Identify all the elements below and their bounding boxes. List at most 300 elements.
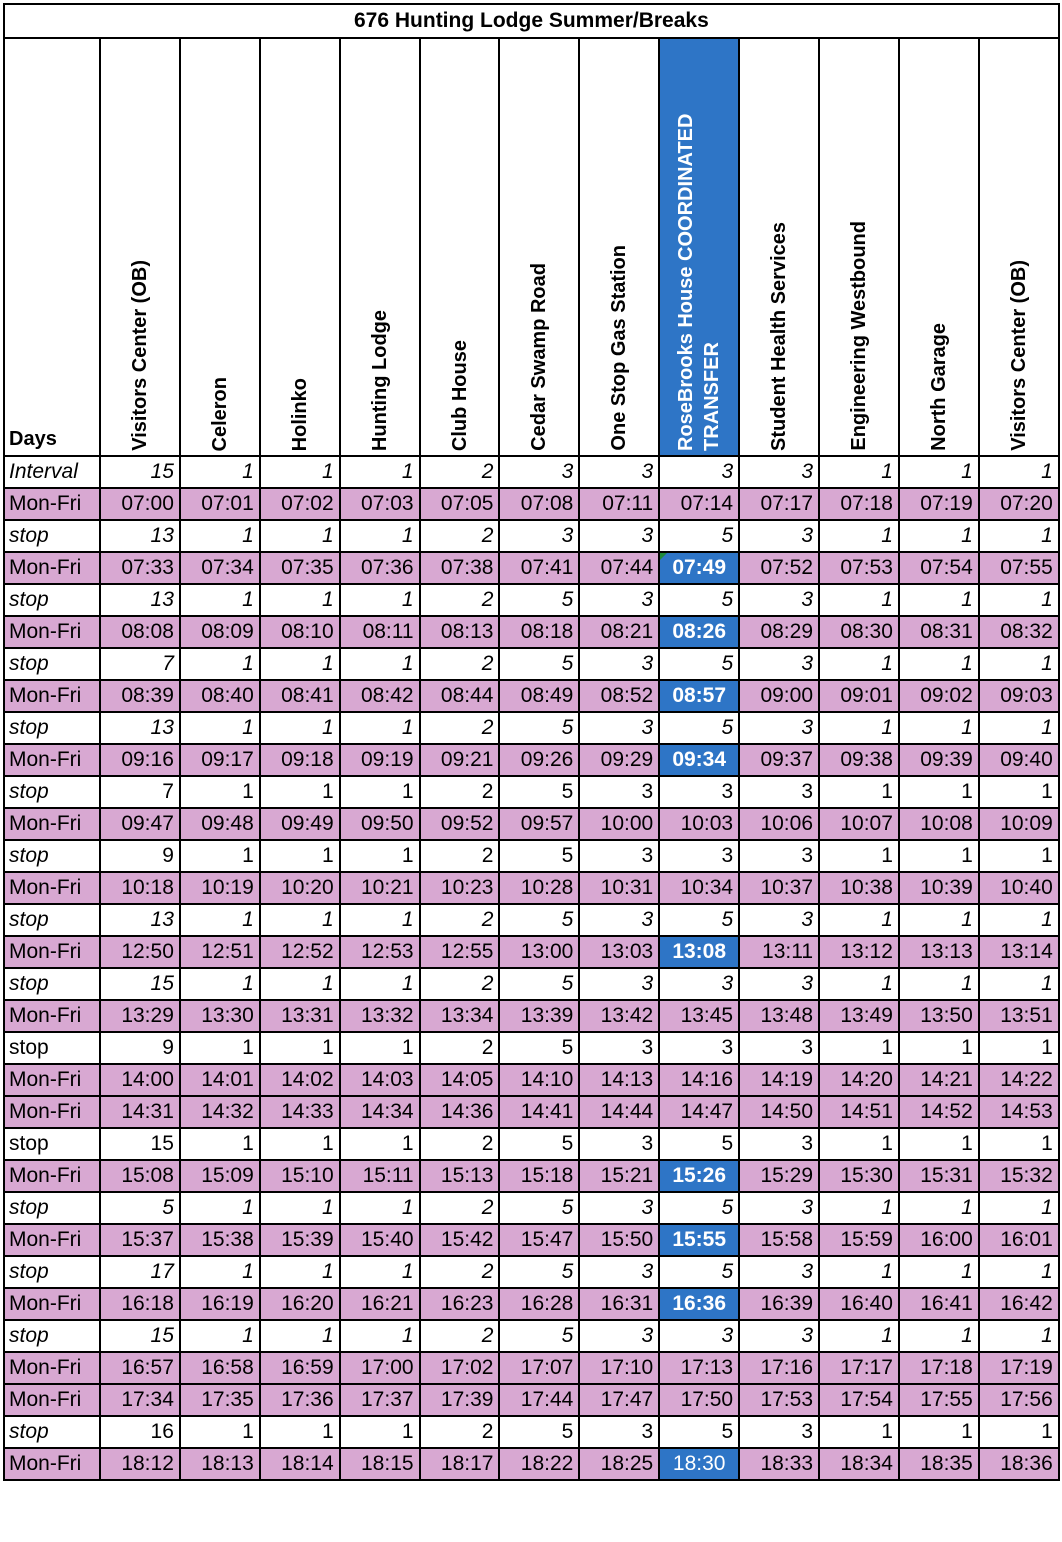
interval-cell: 3 [579,776,659,808]
row-label: Mon-Fri [4,1224,100,1256]
time-cell: 12:53 [340,936,420,968]
time-cell: 09:57 [499,808,579,840]
row-label: Mon-Fri [4,744,100,776]
schedule-table [3,3,1060,1481]
time-cell: 15:58 [739,1224,819,1256]
schedule-body [4,456,1059,1480]
time-cell: 17:54 [819,1384,899,1416]
interval-cell: 1 [180,1320,260,1352]
interval-row [4,1192,1059,1224]
time-cell: 15:30 [819,1160,899,1192]
interval-cell: 5 [499,904,579,936]
interval-cell: 5 [659,648,739,680]
interval-cell: 3 [579,840,659,872]
time-cell: 15:08 [100,1160,180,1192]
time-cell: 07:53 [819,552,899,584]
time-cell: 17:10 [579,1352,659,1384]
time-cell: 18:34 [819,1448,899,1480]
interval-cell: 3 [579,1256,659,1288]
time-cell: 09:02 [899,680,979,712]
interval-cell: 3 [739,1256,819,1288]
stop-header [340,38,420,456]
interval-cell: 1 [979,1416,1059,1448]
time-cell: 08:10 [260,616,340,648]
stop-header [420,38,500,456]
time-cell: 15:13 [420,1160,500,1192]
interval-cell: 1 [260,1256,340,1288]
time-cell: 16:01 [979,1224,1059,1256]
time-cell: 10:40 [979,872,1059,904]
interval-cell: 1 [180,1416,260,1448]
stop-name: Hunting Lodge [368,309,391,451]
days-header: Days [4,38,100,456]
time-cell: 16:28 [499,1288,579,1320]
interval-cell: 1 [260,712,340,744]
time-cell: 09:38 [819,744,899,776]
row-label: stop [4,584,100,616]
row-label: Mon-Fri [4,1384,100,1416]
interval-cell: 1 [340,776,420,808]
time-cell: 07:41 [499,552,579,584]
trip-row [4,1064,1059,1096]
trip-row [4,1096,1059,1128]
interval-row [4,584,1059,616]
interval-cell: 3 [739,1320,819,1352]
interval-cell: 1 [979,456,1059,488]
interval-row [4,648,1059,680]
interval-cell: 1 [340,456,420,488]
interval-cell: 15 [100,1128,180,1160]
interval-cell: 1 [819,840,899,872]
time-cell: 10:37 [739,872,819,904]
time-cell: 16:23 [420,1288,500,1320]
stop-header [579,38,659,456]
interval-row [4,1416,1059,1448]
interval-cell: 3 [499,520,579,552]
interval-cell: 1 [899,456,979,488]
time-cell: 08:52 [579,680,659,712]
interval-cell: 1 [819,520,899,552]
time-cell: 09:17 [180,744,260,776]
interval-cell: 3 [739,520,819,552]
interval-cell: 1 [340,1416,420,1448]
time-cell: 17:02 [420,1352,500,1384]
time-cell: 08:13 [420,616,500,648]
interval-cell: 1 [819,1032,899,1064]
time-cell: 07:35 [260,552,340,584]
time-cell: 14:34 [340,1096,420,1128]
time-cell: 18:36 [979,1448,1059,1480]
row-label: stop [4,712,100,744]
time-cell: 13:34 [420,1000,500,1032]
stop-header [899,38,979,456]
interval-cell: 5 [499,1320,579,1352]
interval-cell: 2 [420,1192,500,1224]
stop-name: Student Health Services [768,222,791,451]
time-cell: 09:40 [979,744,1059,776]
time-cell: 17:19 [979,1352,1059,1384]
row-label: stop [4,1192,100,1224]
interval-cell: 13 [100,712,180,744]
interval-cell: 3 [659,1032,739,1064]
interval-cell: 5 [499,776,579,808]
interval-cell: 2 [420,712,500,744]
row-label: stop [4,1320,100,1352]
interval-cell: 1 [899,1320,979,1352]
time-cell: 09:52 [420,808,500,840]
time-cell: 18:33 [739,1448,819,1480]
interval-cell: 2 [420,968,500,1000]
row-label: Mon-Fri [4,1352,100,1384]
interval-cell: 1 [260,1192,340,1224]
interval-cell: 1 [260,648,340,680]
time-cell: 14:31 [100,1096,180,1128]
trip-row [4,936,1059,968]
trip-row [4,1352,1059,1384]
interval-cell: 2 [420,840,500,872]
time-cell: 13:29 [100,1000,180,1032]
interval-cell: 5 [659,712,739,744]
interval-cell: 1 [899,968,979,1000]
time-cell: 10:09 [979,808,1059,840]
stop-header [819,38,899,456]
time-cell: 14:13 [579,1064,659,1096]
time-cell: 15:31 [899,1160,979,1192]
time-cell: 15:09 [180,1160,260,1192]
time-cell: 17:18 [899,1352,979,1384]
time-cell: 07:14 [659,488,739,520]
interval-cell: 15 [100,456,180,488]
stops-header-row [4,38,1059,456]
stop-header [979,38,1059,456]
time-cell: 16:42 [979,1288,1059,1320]
interval-cell: 1 [340,712,420,744]
time-cell: 12:52 [260,936,340,968]
interval-cell: 1 [180,520,260,552]
time-cell: 08:39 [100,680,180,712]
time-cell: 08:44 [420,680,500,712]
interval-cell: 1 [899,904,979,936]
interval-cell: 1 [180,456,260,488]
interval-cell: 3 [739,840,819,872]
interval-cell: 1 [180,840,260,872]
time-cell: 12:51 [180,936,260,968]
interval-cell: 3 [739,712,819,744]
time-cell: 10:07 [819,808,899,840]
interval-row [4,520,1059,552]
time-cell: 08:29 [739,616,819,648]
interval-cell: 1 [819,776,899,808]
time-cell: 18:12 [100,1448,180,1480]
stop-header [659,38,739,456]
time-cell: 09:34 [659,744,739,776]
time-cell: 09:50 [340,808,420,840]
interval-cell: 3 [739,968,819,1000]
row-label: Mon-Fri [4,1000,100,1032]
interval-cell: 2 [420,1256,500,1288]
interval-cell: 1 [819,1416,899,1448]
time-cell: 09:00 [739,680,819,712]
interval-cell: 1 [340,968,420,1000]
row-label: Mon-Fri [4,616,100,648]
time-cell: 10:20 [260,872,340,904]
row-label: Mon-Fri [4,552,100,584]
interval-cell: 5 [659,584,739,616]
trip-row [4,1384,1059,1416]
stop-name: Visitors Center (OB) [128,260,151,451]
row-label: Mon-Fri [4,1160,100,1192]
time-cell: 14:51 [819,1096,899,1128]
interval-cell: 3 [579,1416,659,1448]
stop-name: Club House [448,339,471,451]
time-cell: 08:18 [499,616,579,648]
interval-cell: 3 [579,1032,659,1064]
row-label: Mon-Fri [4,1096,100,1128]
time-cell: 17:00 [340,1352,420,1384]
interval-cell: 2 [420,1128,500,1160]
interval-cell: 5 [659,904,739,936]
interval-cell: 1 [819,1128,899,1160]
time-cell: 07:20 [979,488,1059,520]
trip-row [4,1288,1059,1320]
interval-cell: 5 [659,1416,739,1448]
time-cell: 14:44 [579,1096,659,1128]
time-cell: 09:01 [819,680,899,712]
trip-row [4,552,1059,584]
trip-row [4,872,1059,904]
interval-cell: 1 [260,584,340,616]
time-cell: 17:36 [260,1384,340,1416]
time-cell: 07:52 [739,552,819,584]
interval-cell: 3 [739,1416,819,1448]
interval-cell: 1 [260,968,340,1000]
interval-row [4,1320,1059,1352]
time-cell: 16:58 [180,1352,260,1384]
time-cell: 07:01 [180,488,260,520]
time-cell: 17:47 [579,1384,659,1416]
interval-cell: 1 [180,584,260,616]
time-cell: 10:21 [340,872,420,904]
interval-cell: 1 [260,1032,340,1064]
time-cell: 18:14 [260,1448,340,1480]
time-cell: 10:06 [739,808,819,840]
interval-cell: 1 [899,1192,979,1224]
interval-cell: 1 [340,840,420,872]
interval-cell: 1 [979,712,1059,744]
time-cell: 10:28 [499,872,579,904]
time-cell: 14:32 [180,1096,260,1128]
time-cell: 09:47 [100,808,180,840]
time-cell: 13:48 [739,1000,819,1032]
time-cell: 08:40 [180,680,260,712]
time-cell: 13:00 [499,936,579,968]
time-cell: 14:41 [499,1096,579,1128]
time-cell: 12:50 [100,936,180,968]
time-cell: 15:11 [340,1160,420,1192]
time-cell: 07:36 [340,552,420,584]
interval-cell: 1 [819,712,899,744]
interval-cell: 1 [979,1256,1059,1288]
interval-cell: 1 [260,776,340,808]
interval-cell: 1 [979,584,1059,616]
interval-cell: 3 [739,1192,819,1224]
interval-cell: 3 [579,712,659,744]
interval-cell: 3 [579,520,659,552]
interval-cell: 1 [819,1256,899,1288]
time-cell: 16:41 [899,1288,979,1320]
interval-row [4,1256,1059,1288]
interval-cell: 5 [499,1416,579,1448]
interval-cell: 1 [340,648,420,680]
time-cell: 09:39 [899,744,979,776]
time-cell: 13:03 [579,936,659,968]
time-cell: 14:33 [260,1096,340,1128]
time-cell: 16:39 [739,1288,819,1320]
interval-cell: 1 [979,648,1059,680]
interval-row [4,776,1059,808]
interval-cell: 1 [180,1032,260,1064]
interval-cell: 1 [899,520,979,552]
interval-cell: 1 [180,1192,260,1224]
interval-cell: 1 [979,520,1059,552]
time-cell: 17:34 [100,1384,180,1416]
time-cell: 08:30 [819,616,899,648]
trip-row [4,488,1059,520]
time-cell: 07:54 [899,552,979,584]
time-cell: 13:08 [659,936,739,968]
time-cell: 18:22 [499,1448,579,1480]
interval-cell: 1 [260,840,340,872]
row-label: Mon-Fri [4,488,100,520]
interval-cell: 1 [340,904,420,936]
interval-cell: 1 [340,584,420,616]
time-cell: 08:42 [340,680,420,712]
interval-row [4,456,1059,488]
time-cell: 08:57 [659,680,739,712]
interval-cell: 1 [340,1320,420,1352]
interval-cell: 2 [420,584,500,616]
time-cell: 18:15 [340,1448,420,1480]
interval-cell: 3 [739,648,819,680]
time-cell: 13:11 [739,936,819,968]
row-label: stop [4,1128,100,1160]
time-cell: 07:11 [579,488,659,520]
interval-cell: 3 [579,456,659,488]
time-cell: 15:18 [499,1160,579,1192]
time-cell: 09:03 [979,680,1059,712]
time-cell: 14:10 [499,1064,579,1096]
interval-row [4,904,1059,936]
time-cell: 18:17 [420,1448,500,1480]
interval-cell: 5 [499,968,579,1000]
interval-row [4,712,1059,744]
time-cell: 07:34 [180,552,260,584]
interval-cell: 7 [100,648,180,680]
time-cell: 13:13 [899,936,979,968]
time-cell: 09:49 [260,808,340,840]
time-cell: 07:44 [579,552,659,584]
stop-name: Visitors Center (OB) [1007,260,1030,451]
time-cell: 17:07 [499,1352,579,1384]
interval-cell: 2 [420,1416,500,1448]
interval-cell: 15 [100,1320,180,1352]
time-cell: 09:26 [499,744,579,776]
interval-cell: 1 [340,1128,420,1160]
stop-name: Celeron [208,376,231,451]
time-cell: 15:55 [659,1224,739,1256]
interval-cell: 3 [659,776,739,808]
time-cell: 17:39 [420,1384,500,1416]
time-cell: 07:02 [260,488,340,520]
stop-name: Cedar Swamp Road [528,263,551,451]
time-cell: 15:47 [499,1224,579,1256]
interval-cell: 2 [420,904,500,936]
time-cell: 15:10 [260,1160,340,1192]
row-label: Mon-Fri [4,1448,100,1480]
time-cell: 07:03 [340,488,420,520]
interval-cell: 1 [979,840,1059,872]
time-cell: 13:32 [340,1000,420,1032]
interval-cell: 5 [499,1192,579,1224]
interval-row [4,840,1059,872]
interval-cell: 1 [899,1416,979,1448]
interval-cell: 1 [979,776,1059,808]
interval-cell: 5 [499,712,579,744]
time-cell: 16:20 [260,1288,340,1320]
row-label: Mon-Fri [4,872,100,904]
row-label: stop [4,968,100,1000]
interval-cell: 1 [180,1128,260,1160]
time-cell: 09:48 [180,808,260,840]
time-cell: 08:08 [100,616,180,648]
interval-cell: 1 [899,1128,979,1160]
interval-cell: 1 [260,520,340,552]
interval-row [4,968,1059,1000]
time-cell: 17:53 [739,1384,819,1416]
time-cell: 08:41 [260,680,340,712]
interval-cell: 2 [420,1032,500,1064]
stop-header [499,38,579,456]
interval-cell: 17 [100,1256,180,1288]
time-cell: 09:16 [100,744,180,776]
time-cell: 10:38 [819,872,899,904]
time-cell: 15:38 [180,1224,260,1256]
stop-header [180,38,260,456]
interval-row [4,1032,1059,1064]
time-cell: 18:25 [579,1448,659,1480]
time-cell: 09:29 [579,744,659,776]
time-cell: 13:42 [579,1000,659,1032]
time-cell: 09:18 [260,744,340,776]
interval-cell: 5 [499,1128,579,1160]
interval-cell: 2 [420,776,500,808]
interval-cell: 5 [659,1256,739,1288]
row-label: Mon-Fri [4,1288,100,1320]
time-cell: 07:38 [420,552,500,584]
interval-cell: 1 [899,1032,979,1064]
time-cell: 14:22 [979,1064,1059,1096]
time-cell: 16:31 [579,1288,659,1320]
interval-cell: 1 [340,520,420,552]
interval-cell: 5 [100,1192,180,1224]
time-cell: 10:00 [579,808,659,840]
trip-row [4,1160,1059,1192]
time-cell: 15:40 [340,1224,420,1256]
interval-cell: 1 [899,584,979,616]
row-label: Interval [4,456,100,488]
time-cell: 13:31 [260,1000,340,1032]
time-cell: 16:18 [100,1288,180,1320]
